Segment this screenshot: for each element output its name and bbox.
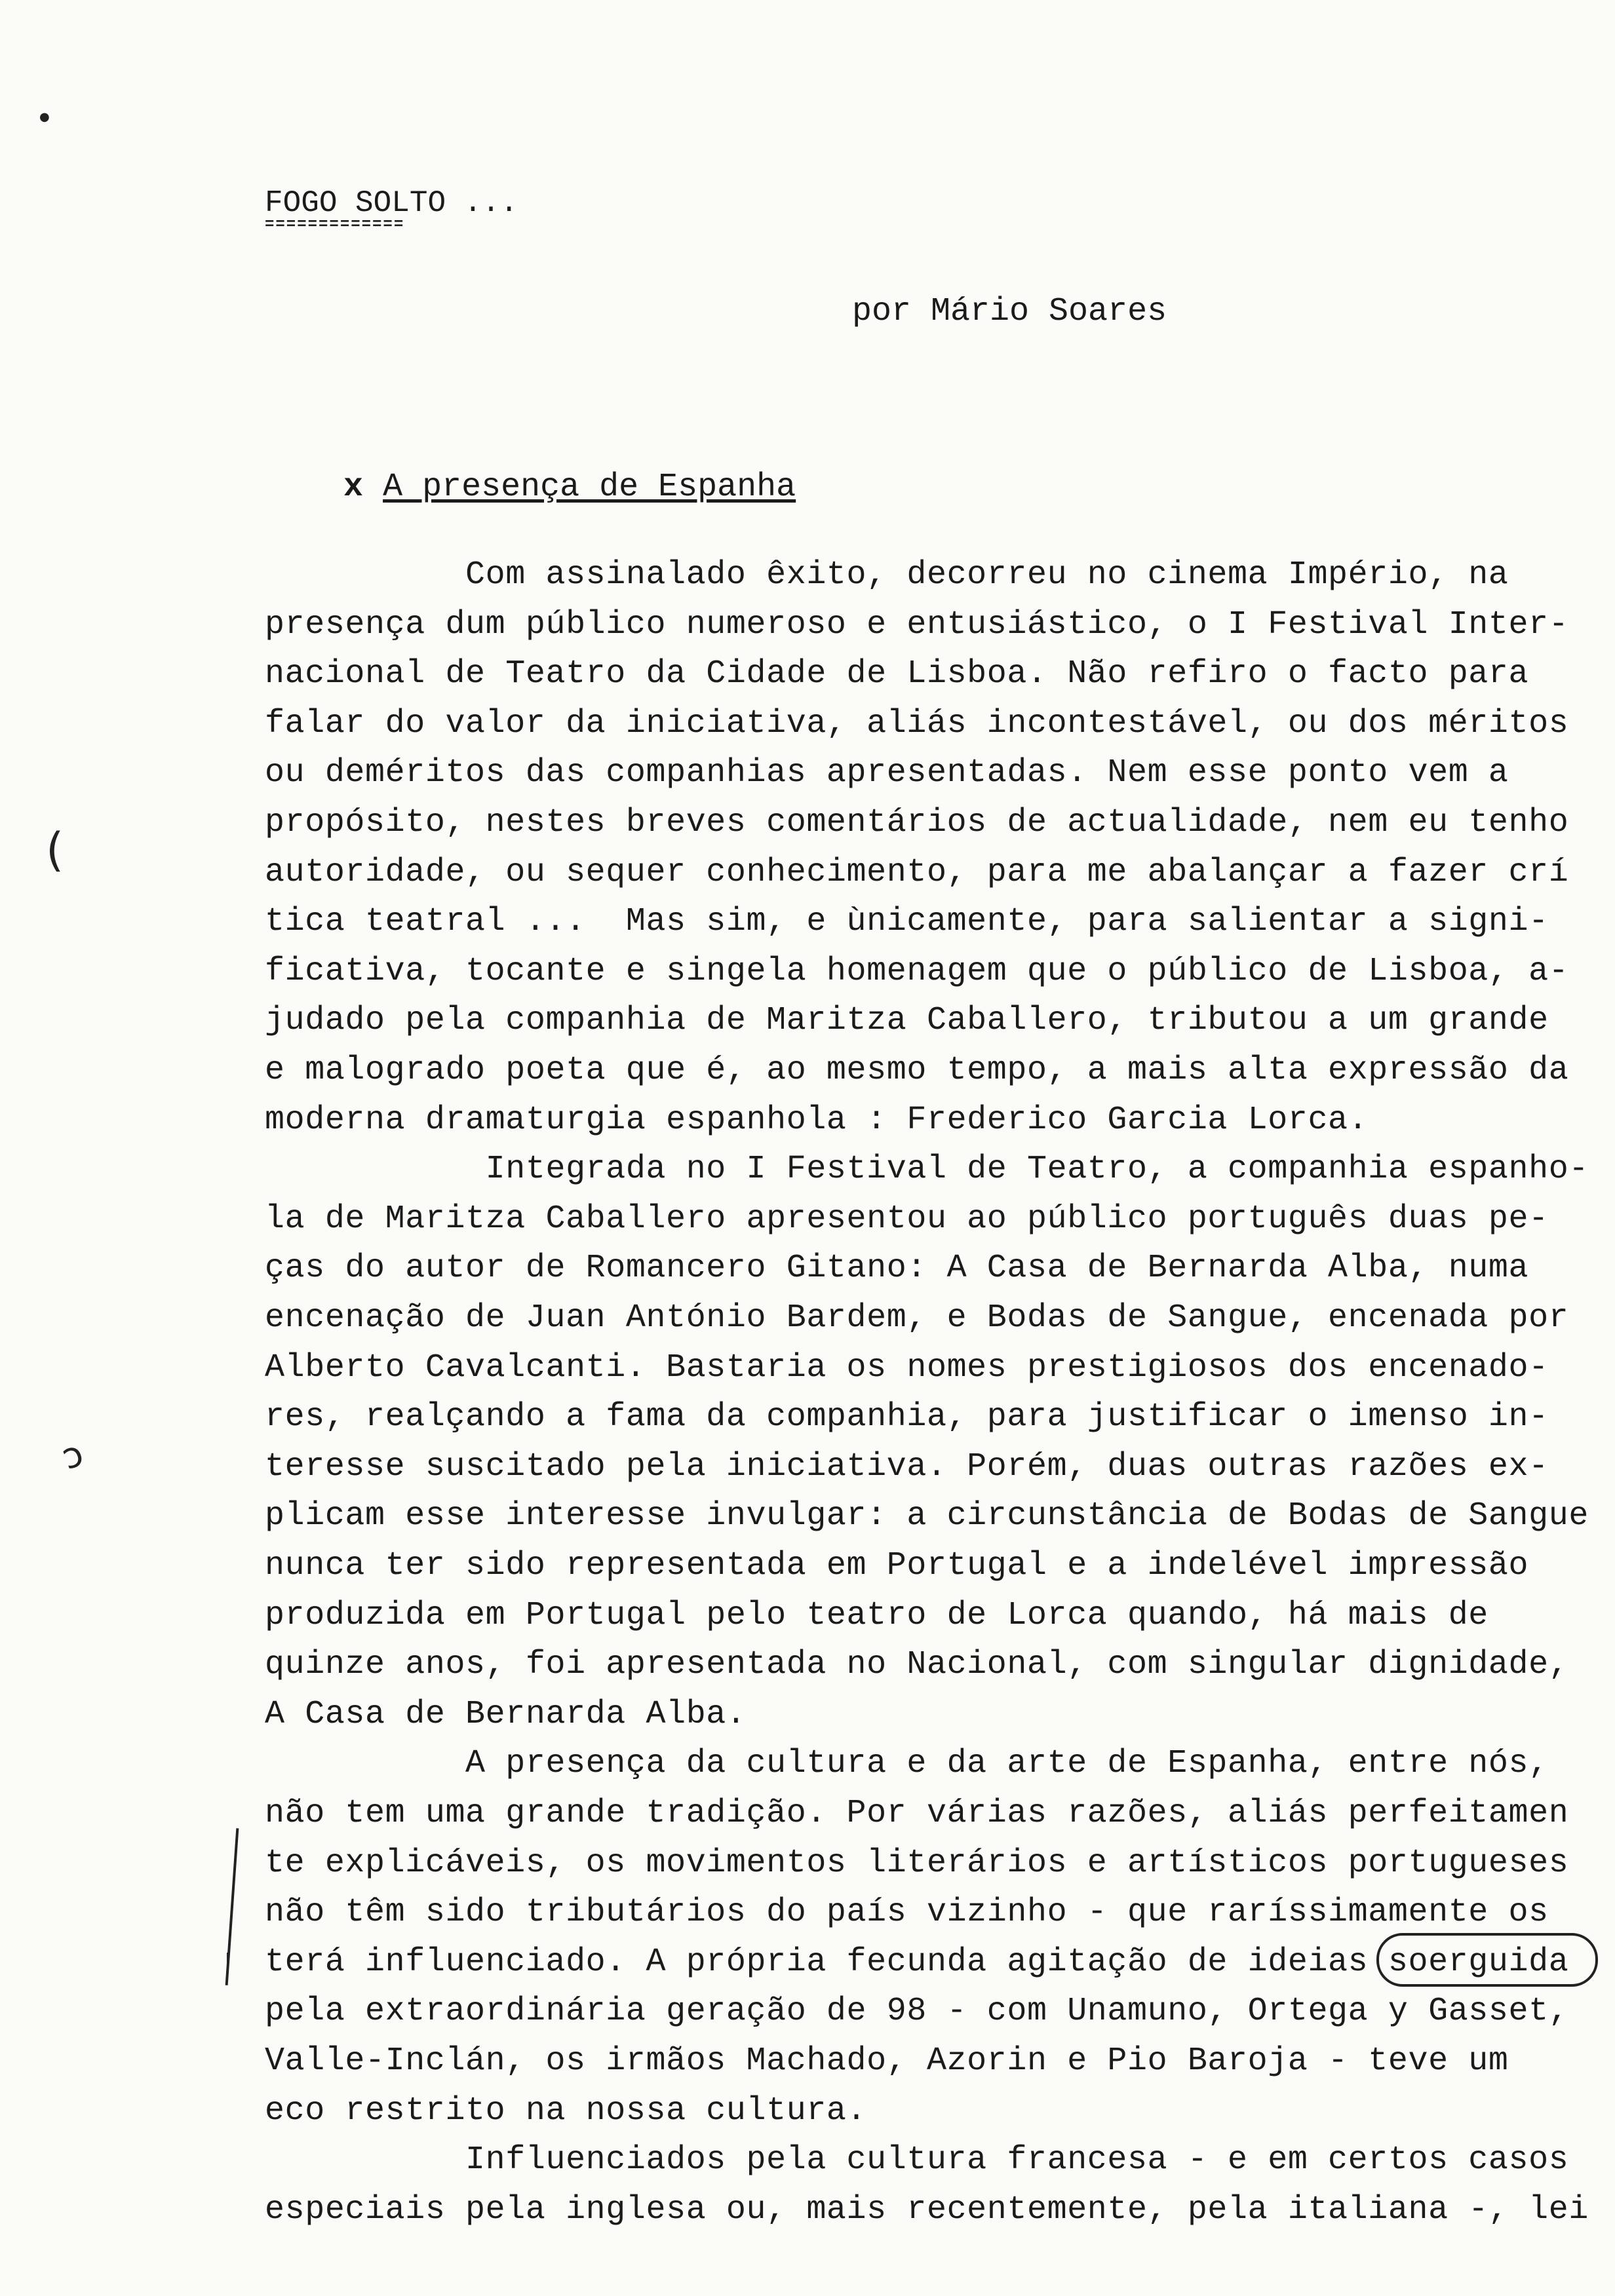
text-line: não têm sido tributários do país vizinho - que raríssimamente os bbox=[265, 1894, 1549, 1932]
text-line: teresse suscitado pela iniciativa. Porém, duas outras razões ex- bbox=[265, 1447, 1549, 1485]
text-line: nunca ter sido representada em Portugal e a indelével impressão bbox=[265, 1547, 1529, 1584]
text-line: te explicáveis, os movimentos literários e artísticos portugueses bbox=[265, 1844, 1569, 1882]
text-line: tica teatral ... Mas sim, e ùnicamente, para salientar a signi- bbox=[265, 903, 1549, 941]
section-heading-text: A presença de Espanha bbox=[383, 469, 796, 506]
text-line: Influenciados pela cultura francesa - e em certos casos bbox=[265, 2141, 1569, 2179]
margin-dot: ● bbox=[39, 110, 50, 124]
text-line: encenação de Juan António Bardem, e Bodas de Sangue, encenada por bbox=[265, 1299, 1569, 1337]
document-title: FOGO SOLTO ... bbox=[265, 186, 518, 220]
text-line: produzida em Portugal pelo teatro de Lorca quando, há mais de bbox=[265, 1596, 1489, 1634]
margin-hook-mark: ↄ bbox=[56, 1432, 89, 1478]
author-byline: por Mário Soares bbox=[852, 293, 1167, 330]
text-line: eco restrito na nossa cultura. bbox=[265, 2092, 867, 2130]
text-line: falar do valor da iniciativa, aliás incontestável, ou dos méritos bbox=[265, 704, 1569, 742]
title-underline: ============= bbox=[265, 216, 405, 234]
text-line: Com assinalado êxito, decorreu no cinema Império, na bbox=[265, 556, 1509, 594]
text-line: autoridade, ou sequer conhecimento, para me abalançar a fazer crí bbox=[265, 853, 1569, 891]
text-line: judado pela companhia de Maritza Caballero, tributou a um grande bbox=[265, 1002, 1549, 1040]
text-line: la de Maritza Caballero apresentou ao público português duas pe- bbox=[265, 1200, 1549, 1238]
text-line: res, realçando a fama da companhia, para justificar o imenso in- bbox=[265, 1398, 1549, 1436]
text-line: e malogrado poeta que é, ao mesmo tempo, a mais alta expressão da bbox=[265, 1052, 1569, 1089]
text-line: propósito, nestes breves comentários de actualidade, nem eu tenho bbox=[265, 804, 1569, 841]
handwritten-circle bbox=[1376, 1933, 1598, 1987]
text-line: ças do autor de Romancero Gitano: A Casa de Bernarda Alba, numa bbox=[265, 1250, 1529, 1288]
text-line: terá influenciado. A própria fecunda agitação de ideias soerguida bbox=[265, 1943, 1569, 1981]
text-line: A Casa de Bernarda Alba. bbox=[265, 1695, 747, 1733]
text-line: moderna dramaturgia espanhola : Frederico Garcia Lorca. bbox=[265, 1101, 1369, 1139]
text-line: A presença da cultura e da arte de Espanha, entre nós, bbox=[265, 1745, 1549, 1783]
text-line: Alberto Cavalcanti. Bastaria os nomes prestigiosos dos encenado- bbox=[265, 1349, 1549, 1387]
text-line: ou deméritos das companhias apresentadas. Nem esse ponto vem a bbox=[265, 754, 1509, 792]
text-line: plicam esse interesse invulgar: a circunstância de Bodas de Sangue bbox=[265, 1497, 1589, 1535]
text-line: presença dum público numeroso e entusiástico, o I Festival Inter- bbox=[265, 605, 1569, 643]
text-line: não tem uma grande tradição. Por várias razões, aliás perfeitamen bbox=[265, 1795, 1569, 1832]
margin-tick bbox=[227, 1953, 229, 1967]
text-line: especiais pela inglesa ou, mais recentemente, pela italiana -, lei bbox=[265, 2191, 1589, 2229]
text-line: pela extraordinária geração de 98 - com Unamuno, Ortega y Gasset, bbox=[265, 1993, 1569, 2031]
text-line: quinze anos, foi apresentada no Nacional, com singular dignidade, bbox=[265, 1646, 1569, 1684]
text-line: nacional de Teatro da Cidade de Lisboa. Não refiro o facto para bbox=[265, 655, 1529, 693]
section-bullet: x bbox=[343, 469, 364, 506]
section-heading bbox=[265, 429, 796, 546]
margin-bracket-mark: ( bbox=[46, 823, 64, 877]
text-line: Integrada no I Festival de Teatro, a companhia espanho- bbox=[265, 1151, 1589, 1189]
text-line: Valle-Inclán, os irmãos Machado, Azorin e Pio Baroja - teve um bbox=[265, 2042, 1509, 2080]
text-line: ficativa, tocante e singela homenagem que o público de Lisboa, a- bbox=[265, 952, 1569, 990]
